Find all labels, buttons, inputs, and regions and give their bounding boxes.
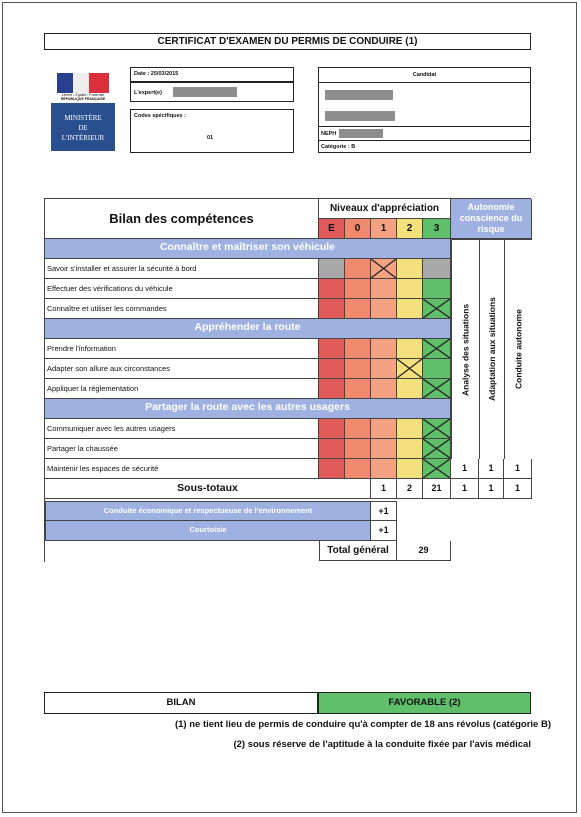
level-cell[interactable] [371, 339, 397, 359]
level-cell[interactable] [423, 359, 451, 379]
logo-line1: MINISTÈRE [64, 114, 102, 122]
cross-mark-icon [397, 359, 422, 378]
level-cell[interactable] [371, 359, 397, 379]
subtotal-value: 2 [397, 479, 423, 499]
level-cell[interactable] [423, 459, 451, 479]
level-cell[interactable] [345, 379, 371, 399]
autonomy-col-0: Analyse des situations [451, 239, 479, 459]
logo-text [51, 113, 115, 143]
level-cell[interactable] [319, 419, 345, 439]
levels-title: Niveaux d'appréciation [319, 199, 451, 219]
ministry-logo [51, 67, 115, 151]
cross-mark-icon [423, 459, 450, 478]
subtotal-label: Sous-totaux [45, 479, 371, 499]
bilan-label: BILAN [44, 692, 318, 714]
competence-row-label: Savoir s'installer et assurer la sécurité à bord [45, 259, 319, 279]
level-cell[interactable] [371, 259, 397, 279]
level-cell[interactable] [319, 259, 345, 279]
competence-row-label: Adapter son allure aux circonstances [45, 359, 319, 379]
level-header-3: 3 [423, 219, 451, 239]
subtotal-value: 1 [479, 479, 504, 499]
subtotal-value: 1 [504, 479, 532, 499]
level-cell[interactable] [371, 419, 397, 439]
competence-row-label: Partager la chaussée [45, 439, 319, 459]
level-cell[interactable] [397, 299, 423, 319]
level-cell[interactable] [371, 279, 397, 299]
cross-mark-icon [423, 299, 450, 318]
level-cell[interactable] [397, 339, 423, 359]
level-cell[interactable] [319, 379, 345, 399]
competence-row-label: Appliquer la réglementation [45, 379, 319, 399]
cross-mark-icon [423, 379, 450, 398]
level-cell[interactable] [345, 459, 371, 479]
level-cell[interactable] [423, 439, 451, 459]
candidate-label: Candidat [412, 72, 437, 78]
page-title: CERTIFICAT D'EXAMEN DU PERMIS DE CONDUIRE (1) [44, 33, 531, 50]
neph-label: NEPH [321, 131, 337, 137]
cross-mark-icon [423, 339, 450, 358]
logo-line3: L'INTÉRIEUR [61, 134, 105, 142]
date-field: Date : 25/03/2015 [130, 67, 294, 82]
level-cell[interactable] [345, 299, 371, 319]
level-cell[interactable] [345, 359, 371, 379]
bonus-label: Conduite économique et respectueuse de l'environnement [45, 501, 371, 521]
expert-label: L'expert(e) [134, 90, 162, 96]
autonomy-value: 1 [451, 459, 479, 479]
level-cell[interactable] [371, 379, 397, 399]
level-cell[interactable] [345, 339, 371, 359]
competence-row-label: Maintenir les espaces de sécurité [45, 459, 319, 479]
footnote-1: (1) ne tient lieu de permis de conduire qu'à compter de 18 ans révolus (catégorie B) [174, 719, 551, 730]
level-cell[interactable] [371, 459, 397, 479]
level-cell[interactable] [423, 299, 451, 319]
level-cell[interactable] [423, 419, 451, 439]
neph-divider [319, 126, 530, 127]
level-header-0: 0 [345, 219, 371, 239]
competence-row-label: Effectuer des vérifications du véhicule [45, 279, 319, 299]
codes-value: 01 [207, 135, 214, 141]
competence-row-label: Connaître et utiliser les commandes [45, 299, 319, 319]
level-cell[interactable] [345, 259, 371, 279]
level-cell[interactable] [423, 379, 451, 399]
cross-mark-icon [423, 419, 450, 438]
bonus-label: Courtoisie [45, 521, 371, 541]
cross-mark-icon [423, 439, 450, 458]
level-cell[interactable] [397, 459, 423, 479]
level-cell[interactable] [397, 359, 423, 379]
grid-title: Bilan des compétences [45, 199, 319, 239]
redacted-name [325, 90, 393, 100]
total-value: 29 [397, 541, 451, 561]
level-cell[interactable] [397, 259, 423, 279]
level-cell[interactable] [397, 419, 423, 439]
autonomy-title: Autonomie conscience du risque [451, 199, 532, 239]
level-cell[interactable] [345, 439, 371, 459]
total-label: Total général [319, 541, 397, 561]
level-cell[interactable] [319, 339, 345, 359]
level-cell[interactable] [423, 279, 451, 299]
competence-row-label: Communiquer avec les autres usagers [45, 419, 319, 439]
section-title: Connaître et maîtriser son véhicule [45, 239, 451, 259]
level-cell[interactable] [397, 439, 423, 459]
level-cell[interactable] [319, 439, 345, 459]
candidate-box [318, 67, 531, 153]
level-cell[interactable] [319, 279, 345, 299]
level-header-2: 2 [397, 219, 423, 239]
codes-box [130, 109, 294, 153]
level-cell[interactable] [345, 279, 371, 299]
level-cell[interactable] [397, 379, 423, 399]
level-cell[interactable] [371, 439, 397, 459]
codes-label: Codes spécifiques : [134, 113, 186, 119]
autonomy-value: 1 [479, 459, 504, 479]
category-label: Catégorie : B [321, 144, 356, 150]
autonomy-col-2: Conduite autonome [504, 239, 532, 459]
cross-mark-icon [371, 259, 396, 278]
level-cell[interactable] [319, 359, 345, 379]
logo-motto: Liberté • Égalité • Fraternité [61, 93, 105, 97]
section-title: Partager la route avec les autres usagers [45, 399, 451, 419]
subtotal-value: 1 [371, 479, 397, 499]
logo-line2: DE [78, 124, 88, 132]
competence-grid [44, 198, 531, 562]
redacted-address [325, 111, 395, 121]
logo-republic: RÉPUBLIQUE FRANÇAISE [60, 97, 106, 101]
subtotal-value: 1 [451, 479, 479, 499]
autonomy-value: 1 [504, 459, 532, 479]
autonomy-col-1: Adaptation aux situations [479, 239, 504, 459]
candidate-divider [319, 82, 530, 83]
bilan-result: FAVORABLE (2) [318, 692, 531, 714]
redacted-neph [339, 129, 383, 138]
level-cell[interactable] [319, 299, 345, 319]
level-cell[interactable] [371, 299, 397, 319]
level-header-E: E [319, 219, 345, 239]
category-divider [319, 140, 530, 141]
level-header-1: 1 [371, 219, 397, 239]
competence-row-label: Prendre l'information [45, 339, 319, 359]
level-cell[interactable] [319, 459, 345, 479]
footnote-2: (2) sous réserve de l'aptitude à la conduite fixée par l'avis médical [233, 739, 531, 750]
level-cell[interactable] [397, 279, 423, 299]
redacted-expert [173, 87, 237, 97]
bonus-value: +1 [371, 501, 397, 521]
level-cell[interactable] [423, 339, 451, 359]
level-cell[interactable] [423, 259, 451, 279]
subtotal-value: 21 [423, 479, 451, 499]
section-title: Appréhender la route [45, 319, 451, 339]
bonus-value: +1 [371, 521, 397, 541]
level-cell[interactable] [345, 419, 371, 439]
